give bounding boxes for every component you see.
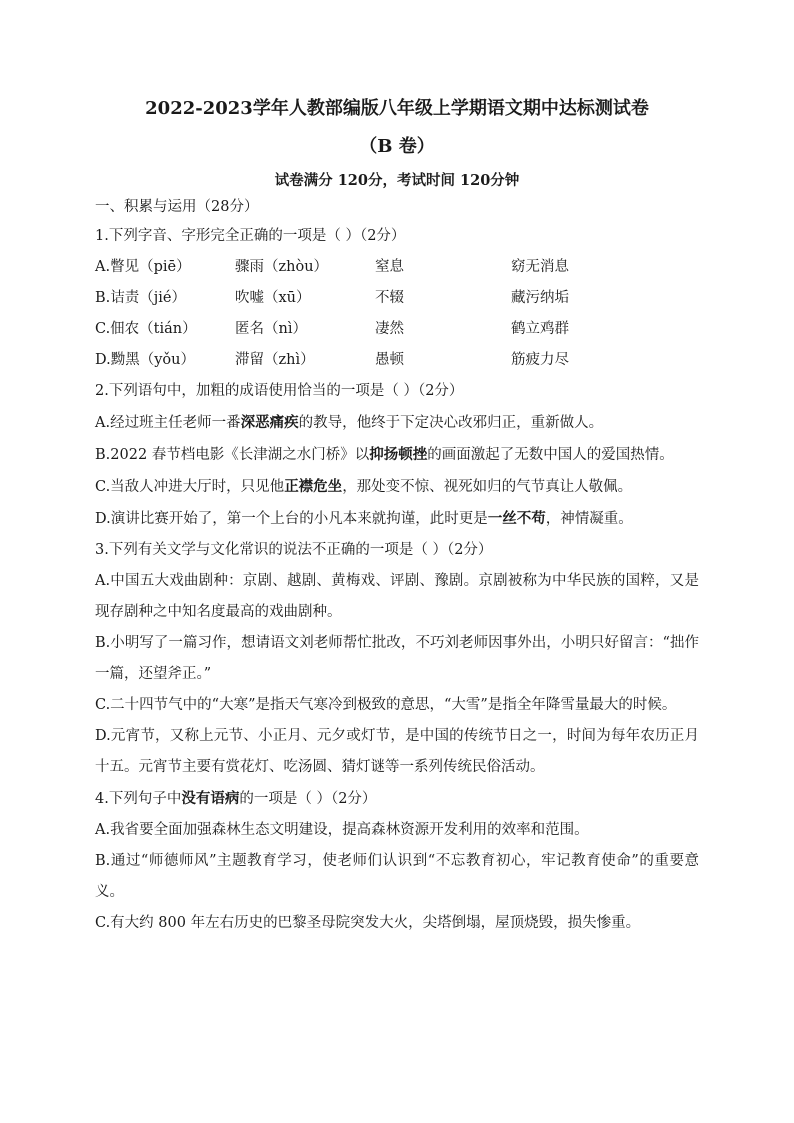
option-cell: 鹤立鸡群 xyxy=(511,321,569,337)
question-4 xyxy=(95,783,699,939)
bold-idiom: 深恶痛疾 xyxy=(240,414,299,431)
bold-idiom: 抑扬顿挫 xyxy=(369,446,428,463)
question-4-stem xyxy=(95,783,699,815)
question-2-stem: 2.下列语句中，加粗的成语使用恰当的一项是（ ）（2分） xyxy=(95,383,464,399)
question-3-option-c: C.二十四节气中的“大寒”是指天气寒冷到极致的意思，“大雪”是指全年降雪量最大的时候。 xyxy=(95,697,677,713)
question-2-option-d xyxy=(95,503,699,535)
exam-subtitle: （B 卷） xyxy=(359,136,435,157)
question-2-option-c xyxy=(95,471,699,503)
option-cell: 匿名（nì） xyxy=(235,321,307,337)
question-3-option-a: A.中国五大戏曲剧种：京剧、越剧、黄梅戏、评剧、豫剧。京剧被称为中华民族的国粹，又是现存剧种之中知名度最高的戏曲剧种。 xyxy=(95,573,699,620)
bold-phrase: 没有语病 xyxy=(181,790,240,807)
option-cell: B.诘责（jié） xyxy=(95,290,186,306)
option-text: B.2022 春节档电影《长津湖之水门桥》以 xyxy=(95,447,370,463)
bold-idiom: 正襟危坐 xyxy=(284,478,343,495)
option-text: D.演讲比赛开始了，第一个上台的小凡本来就拘谨，此时更是 xyxy=(95,511,488,527)
question-1-option-d xyxy=(95,345,699,376)
question-4-option-b: B.通过“师德师风”主题教育学习，使老师们认识到“不忘教育初心，牢记教育使命”的重要意义。 xyxy=(95,853,699,900)
question-2 xyxy=(95,376,699,535)
question-1-option-a xyxy=(95,252,699,283)
option-cell: 窈无消息 xyxy=(511,259,569,275)
option-text: A.经过班主任老师一番 xyxy=(95,415,241,431)
option-cell: 骤雨（zhòu） xyxy=(235,259,329,275)
option-cell: 吹嘘（xū） xyxy=(235,290,311,306)
option-cell: 愚顿 xyxy=(375,352,404,368)
question-1 xyxy=(95,221,699,376)
option-cell: C.佃农（tián） xyxy=(95,321,197,337)
stem-text: 的一项是（ ）（2分） xyxy=(239,791,377,807)
question-2-option-b xyxy=(95,439,699,471)
question-3-option-b: B.小明写了一篇习作，想请语文刘老师帮忙批改，不巧刘老师因事外出，小明只好留言：“拙作一篇，还望斧正。” xyxy=(95,635,699,682)
option-cell: A.瞥见（piē） xyxy=(95,259,191,275)
option-text: C.当敌人冲进大厅时，只见他 xyxy=(95,479,285,495)
question-4-option-c: C.有大约 800 年左右历史的巴黎圣母院突发大火，尖塔倒塌，屋顶烧毁，损失惨重。 xyxy=(95,915,641,931)
question-1-option-b xyxy=(95,283,699,314)
question-1-stem: 1.下列字音、字形完全正确的一项是（ ）（2分） xyxy=(95,228,406,244)
option-cell: D.黝黑（yǒu） xyxy=(95,352,195,368)
question-1-options xyxy=(95,252,699,376)
question-3-stem: 3.下列有关文学与文化常识的说法不正确的一项是（ ）（2分） xyxy=(95,542,493,558)
option-text: 的教导，他终于下定决心改邪归正，重新做人。 xyxy=(298,415,604,431)
bold-idiom: 一丝不苟 xyxy=(487,510,546,527)
stem-text: 4.下列句子中 xyxy=(95,791,182,807)
exam-info: 试卷满分 120分，考试时间 120分钟 xyxy=(274,172,520,189)
option-text: ，神情凝重。 xyxy=(545,511,633,527)
question-4-option-a: A.我省要全面加强森林生态文明建设，提高森林资源开发利用的效率和范围。 xyxy=(95,822,589,838)
option-cell: 藏污纳垢 xyxy=(511,290,569,306)
question-3-option-d: D.元宵节，又称上元节、小正月、元夕或灯节，是中国的传统节日之一，时间为每年农历正月十五。元宵节主要有赏花灯、吃汤圆、猜灯谜等一系列传统民俗活动。 xyxy=(95,728,699,775)
option-cell: 凄然 xyxy=(375,321,404,337)
question-3 xyxy=(95,535,699,783)
option-cell: 筋疲力尽 xyxy=(511,352,569,368)
section-heading: 一、积累与运用（28分） xyxy=(95,199,259,215)
option-cell: 不辍 xyxy=(375,290,404,306)
question-2-option-a xyxy=(95,407,699,439)
question-1-option-c xyxy=(95,314,699,345)
option-text: ，那处变不惊、视死如归的气节真让人敬佩。 xyxy=(342,479,633,495)
option-text: 的画面激起了无数中国人的爱国热情。 xyxy=(427,447,674,463)
option-cell: 窒息 xyxy=(375,259,404,275)
exam-title: 2022-2023学年人教部编版八年级上学期语文期中达标测试卷 xyxy=(145,98,649,119)
option-cell: 滞留（zhì） xyxy=(235,352,315,368)
